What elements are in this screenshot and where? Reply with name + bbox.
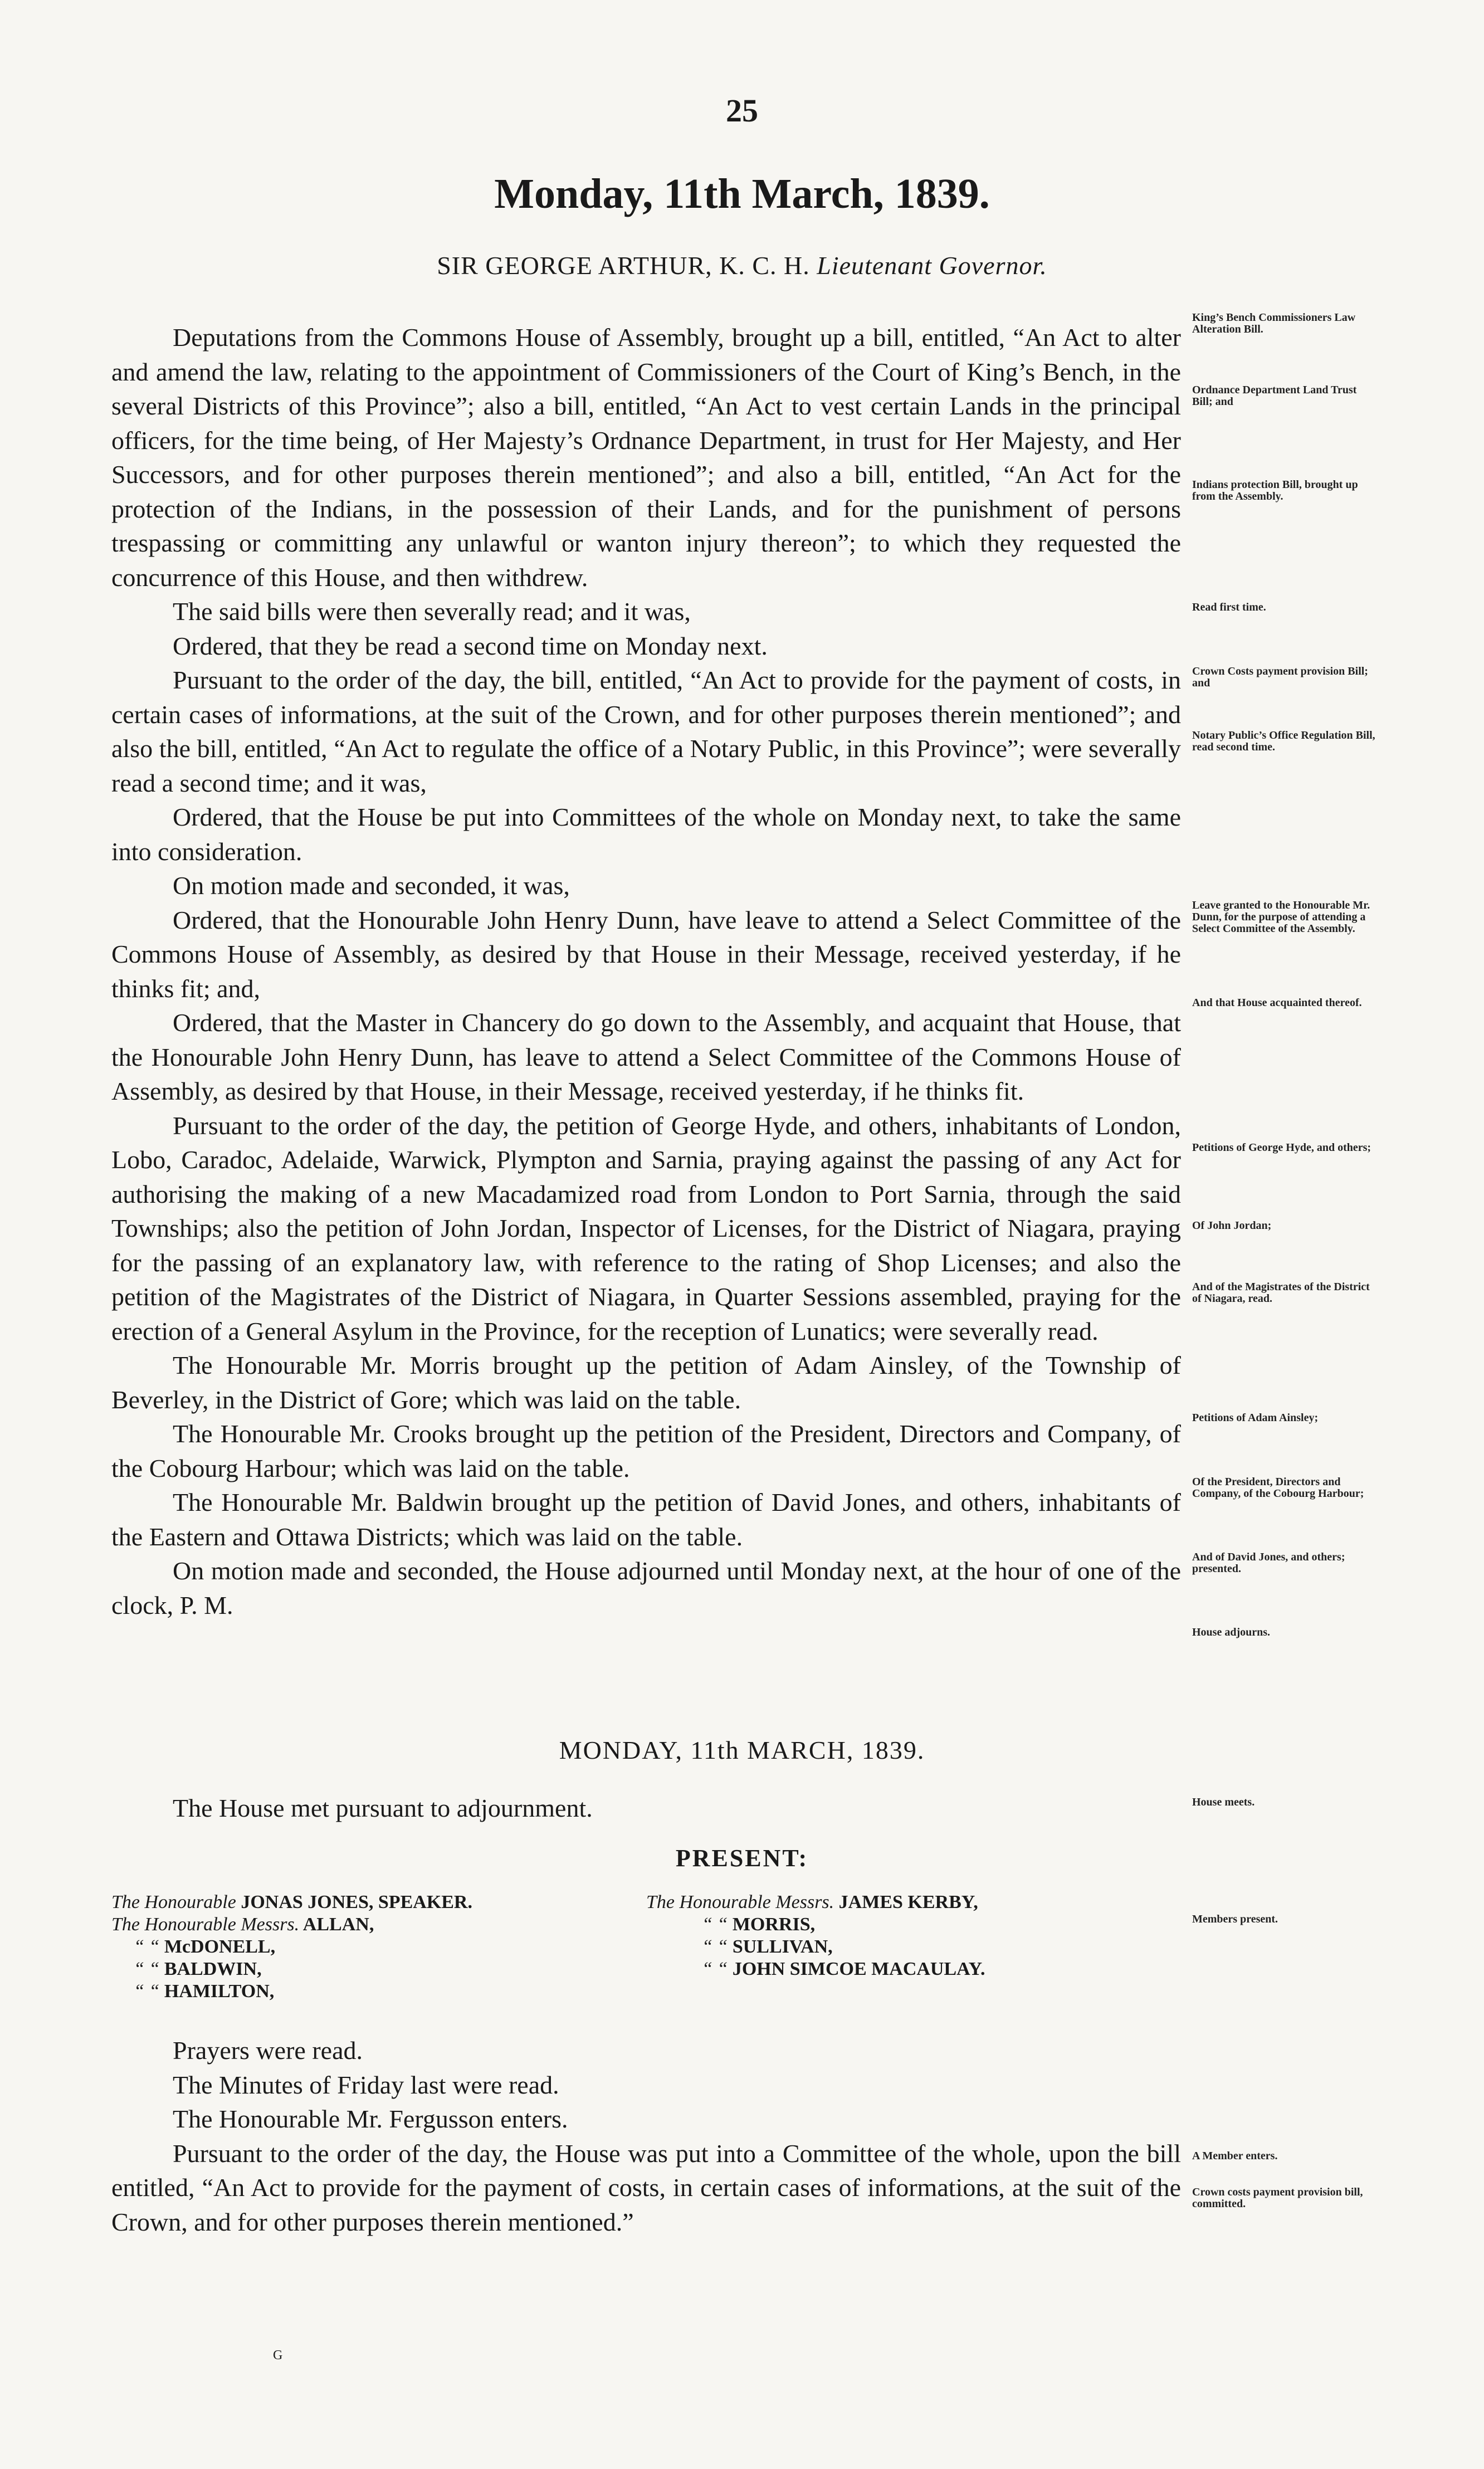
margin-note: Petitions of George Hyde, and others;: [1192, 1141, 1371, 1154]
member-row: [111, 1891, 472, 1914]
day-title: Monday, 11th March, 1839.: [494, 170, 990, 217]
margin-note: Of John Jordan;: [1192, 1219, 1272, 1232]
paragraph-committees-order: Ordered, that the House be put into Committees of the whole on Monday next, to take the same into consideration.: [111, 803, 1181, 866]
margin-note: Leave granted to the Honourable Mr. Dunn, for the purpose of attending a Select Committee of the Assembly.: [1192, 899, 1370, 935]
signature-mark: G: [273, 2348, 283, 2363]
margin-note: Read first time.: [1192, 601, 1266, 613]
member-row: [646, 1891, 978, 1914]
margin-note: And of David Jones, and others; presented.: [1192, 1551, 1345, 1575]
member-suffix: SPEAKER.: [378, 1892, 472, 1912]
member-prefix: “ “: [702, 1936, 728, 1957]
member-name: SULLIVAN,: [732, 1936, 833, 1957]
member-name: MORRIS,: [732, 1914, 816, 1935]
present-heading: PRESENT:: [675, 1845, 809, 1872]
proceedings-section-1: [111, 320, 1181, 1622]
paragraph-baldwin-petition: The Honourable Mr. Baldwin brought up the petition of David Jones, and others, inhabitants of the Eastern and Ottawa Districts; which was laid on the table.: [111, 1488, 1181, 1551]
margin-note: Crown costs payment provision bill, committed.: [1192, 2186, 1363, 2210]
paragraph-dunn-leave: Ordered, that the Honourable John Henry Dunn, have leave to attend a Select Committee of the Commons House of Assembly, as desired by that House in their Message, received yesterday, if he thinks fit; and,: [111, 905, 1181, 1003]
members-list: [111, 1891, 1170, 2025]
member-row: [134, 1958, 262, 1980]
paragraph-adjournment: On motion made and seconded, the House adjourned until Monday next, at the hour of one of the clock, P. M.: [111, 1556, 1181, 1619]
member-prefix: The Honourable Messrs.: [111, 1914, 300, 1935]
member-prefix: “ “: [134, 1959, 160, 1979]
paragraph-crown-costs-notary: Pursuant to the order of the day, the bill, entitled, “An Act to provide for the payment of costs, in certain cases of informations, at the suit of the Crown, and for other purposes therein mentioned”; and also the bill, entitled, “An Act to regulate the office of a Notary Public, in this Province”; were severally read a second time; and it was,: [111, 666, 1181, 797]
proceedings-section-2: [111, 2033, 1181, 2239]
paragraph-committee-whole: Pursuant to the order of the day, the House was put into a Committee of the whole, upon the bill entitled, “An Act to provide for the payment of costs, in certain cases of informations, at the suit of the Crown, and for other purposes therein mentioned.”: [111, 2139, 1181, 2236]
margin-note: King’s Bench Commissioners Law Alteration Bill.: [1192, 311, 1356, 335]
margin-note: Notary Public’s Office Regulation Bill, read second time.: [1192, 729, 1375, 753]
member-prefix: The Honourable Messrs.: [646, 1892, 834, 1912]
margin-note: And of the Magistrates of the District of Niagara, read.: [1192, 1281, 1370, 1305]
paragraph-second-reading-order: Ordered, that they be read a second time on Monday next.: [173, 631, 768, 660]
member-name: JOHN SIMCOE MACAULAY.: [732, 1959, 985, 1979]
member-name: McDONELL,: [164, 1936, 276, 1957]
paragraph-bills-read: The said bills were then severally read; and it was,: [173, 597, 691, 626]
margin-note: House adjourns.: [1192, 1626, 1271, 1638]
margin-note: Petitions of Adam Ainsley;: [1192, 1412, 1319, 1424]
paragraph-fergusson-enters: The Honourable Mr. Fergusson enters.: [173, 2105, 568, 2133]
member-name: JONAS JONES,: [241, 1892, 374, 1912]
margin-note: Indians protection Bill, brought up from the Assembly.: [1192, 479, 1358, 502]
governor-title: Lieutenant Governor.: [817, 251, 1047, 280]
member-name: ALLAN,: [302, 1914, 374, 1935]
paragraph-petitions: Pursuant to the order of the day, the petition of George Hyde, and others, inhabitants of London, Lobo, Caradoc, Adelaide, Warwick, Plympton and Sarnia, praying against the passing of any Act for authorising the making of a new Macadamized road from London to Port Sarnia, through the said Townships; also the petition of John Jordan, Inspector of Licenses, for the District of Niagara, praying for the passing of an explanatory law, with reference to the rating of Shop Licenses; and also the petition of the Magistrates of the District of Niagara, in Quarter Sessions assembled, praying for the erection of a General Asylum in the Province, for the reception of Lunatics; were severally read.: [111, 1111, 1181, 1345]
paragraph-house-met: The House met pursuant to adjournment.: [173, 1794, 593, 1822]
paragraph-minutes: The Minutes of Friday last were read.: [173, 2070, 559, 2099]
margin-note: A Member enters.: [1192, 2150, 1278, 2162]
governor-name: SIR GEORGE ARTHUR, K. C. H.: [437, 251, 810, 280]
paragraph-deputations: Deputations from the Commons House of Assembly, brought up a bill, entitled, “An Act to alter and amend the law, relating to the appointment of Commissioners of the Court of King’s Bench, in the several Districts of this Province”; also a bill, entitled, “An Act to vest certain Lands in the principal officers, for the time being, of Her Majesty’s Ordnance Department, in trust for Her Majesty, and Her Successors, and for other purposes therein mentioned”; and also a bill, entitled, “An Act for the protection of the Indians, in the possession of their Lands, and for the punishment of persons trespassing or committing any unlawful or wanton injury thereon”; to which they requested the concurrence of this House, and then withdrew.: [111, 323, 1181, 592]
margin-note: Of the President, Directors and Company, of the Cobourg Harbour;: [1192, 1476, 1364, 1500]
paragraph-morris-petition: The Honourable Mr. Morris brought up the petition of Adam Ainsley, of the Township of Beverley, in the District of Gore; which was laid on the table.: [111, 1351, 1181, 1414]
member-row: [134, 1936, 275, 1958]
member-row: [111, 1914, 374, 1936]
paragraph-motion: On motion made and seconded, it was,: [173, 871, 570, 900]
margin-note: Ordnance Department Land Trust Bill; and: [1192, 384, 1357, 408]
member-row: [702, 1914, 815, 1936]
member-prefix: “ “: [702, 1914, 728, 1935]
paragraph-master-chancery: Ordered, that the Master in Chancery do go down to the Assembly, and acquaint that House, that the Honourable John Henry Dunn, has leave to attend a Select Committee of the Commons House of Assembly, as desired by that House, in their Message, received yesterday, if he thinks fit.: [111, 1008, 1181, 1105]
paragraph-crooks-petition: The Honourable Mr. Crooks brought up the petition of the President, Directors and Company, of the Cobourg Harbour; which was laid on the table.: [111, 1419, 1181, 1482]
margin-note: House meets.: [1192, 1796, 1255, 1808]
paragraph-prayers: Prayers were read.: [173, 2036, 363, 2065]
member-prefix: The Honourable: [111, 1892, 236, 1912]
member-prefix: “ “: [134, 1936, 160, 1957]
member-row: [702, 1958, 985, 1980]
member-name: HAMILTON,: [164, 1981, 275, 2002]
house-met-line: [111, 1791, 1181, 1826]
member-name: JAMES KERBY,: [838, 1892, 978, 1912]
governor-line: [0, 251, 1484, 280]
member-prefix: “ “: [134, 1981, 160, 2002]
member-name: BALDWIN,: [164, 1959, 262, 1979]
margin-note: Crown Costs payment provision Bill; and: [1192, 665, 1368, 689]
margin-note: Members present.: [1192, 1913, 1278, 1925]
margin-note: And that House acquainted thereof.: [1192, 997, 1362, 1009]
member-prefix: “ “: [702, 1959, 728, 1979]
sitting-heading: MONDAY, 11th MARCH, 1839.: [559, 1736, 925, 1764]
member-row: [702, 1936, 833, 1958]
member-row: [134, 1980, 274, 2003]
page-number: 25: [726, 92, 758, 129]
